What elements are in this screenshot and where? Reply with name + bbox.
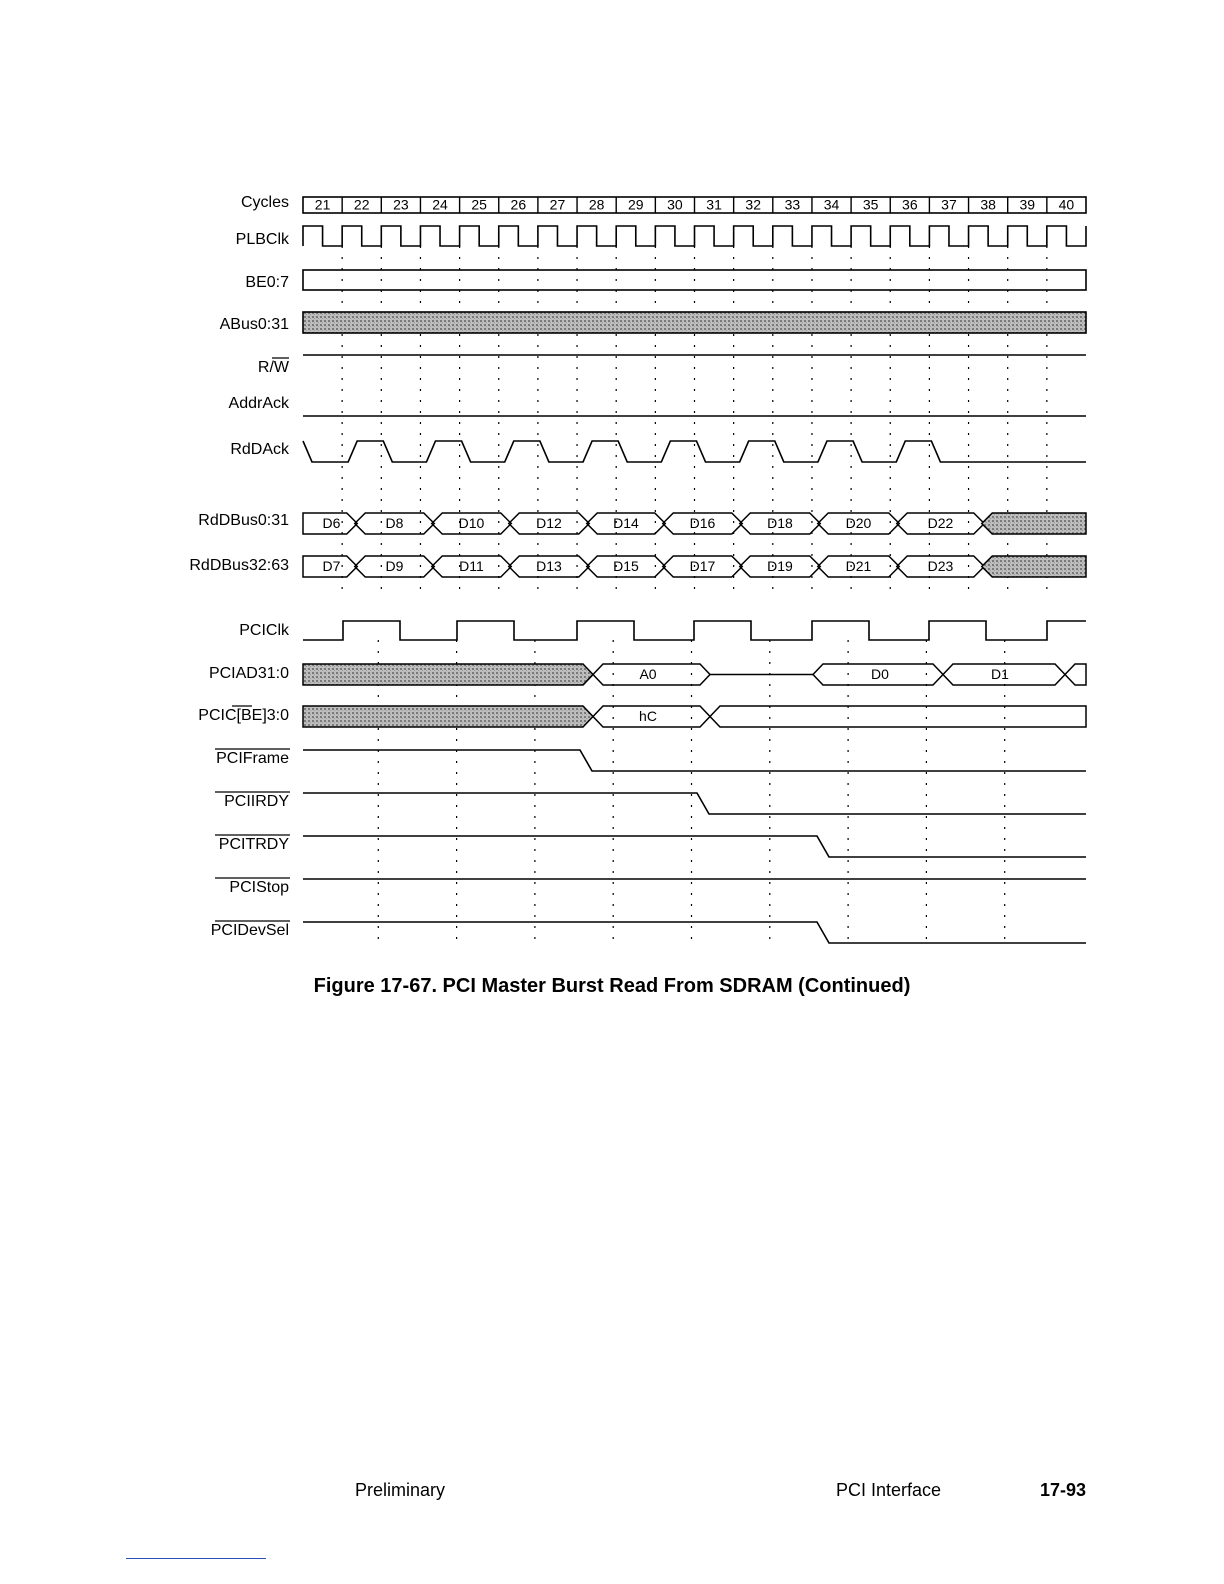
abus-bus <box>303 312 1086 333</box>
label-pcicbe: PCIC[BE]3:0 <box>198 707 289 725</box>
pciad-value: A0 <box>639 666 657 683</box>
cycle-number: 32 <box>745 196 762 213</box>
cycle-guides <box>342 246 1047 945</box>
footer-section: PCI Interface <box>836 1480 942 1500</box>
rddbus0-value: D8 <box>385 515 404 532</box>
pciad-undefined-segment <box>303 664 593 685</box>
cycle-number: 34 <box>823 196 840 213</box>
cycle-number: 26 <box>510 196 527 213</box>
cycle-number: 40 <box>1058 196 1075 213</box>
pciirdy-wave <box>303 793 1086 814</box>
cycle-number: 31 <box>706 196 722 213</box>
label-rddbus0: RdDBus0:31 <box>198 512 289 530</box>
rddbus32-value: D11 <box>459 558 484 575</box>
label-be: BE0:7 <box>245 274 289 292</box>
label-addrack: AddrAck <box>228 395 289 413</box>
cycle-number: 25 <box>471 196 487 213</box>
cycle-number: 21 <box>314 196 331 213</box>
pciad-segment <box>1065 664 1086 685</box>
label-pciirdy: PCIIRDY <box>224 793 289 811</box>
footer-preliminary: Preliminary <box>355 1480 446 1500</box>
rddbus32-value: D21 <box>845 558 872 575</box>
label-rddbus32: RdDBus32:63 <box>189 557 289 575</box>
label-plbclk: PLBClk <box>235 231 289 249</box>
cycle-number: 30 <box>667 196 683 213</box>
rddbus32-value: D9 <box>385 558 404 575</box>
cycle-number: 27 <box>549 196 566 213</box>
label-pcistop: PCIStop <box>229 879 289 897</box>
pcicbe-segment <box>710 706 1086 727</box>
rddbus32-value: D15 <box>613 558 639 575</box>
cycle-number: 36 <box>902 196 918 213</box>
pciad-value: D0 <box>871 666 889 683</box>
rddbus0-value: D18 <box>767 515 793 532</box>
cycle-number: 33 <box>784 196 801 213</box>
rddbus0-value: D16 <box>689 515 716 532</box>
cycle-number: 37 <box>941 196 957 213</box>
rddbus32-value: D19 <box>767 558 793 575</box>
signal-labels <box>189 194 290 939</box>
label-pciframe: PCIFrame <box>216 750 289 768</box>
rddbus0-value: D10 <box>458 515 485 532</box>
rddbus0-value: D20 <box>845 515 872 532</box>
rddbus32-undefined-segment <box>982 556 1086 577</box>
label-pcidevsel: PCIDevSel <box>210 922 289 940</box>
rddbus0-value: D22 <box>927 515 954 532</box>
rddbus0-value: D12 <box>536 515 562 532</box>
rddbus0-undefined-segment <box>982 513 1086 534</box>
figure-caption: Figure 17-67. PCI Master Burst Read From SDRAM (Continued) <box>313 975 911 997</box>
cycle-number: 39 <box>1019 196 1036 213</box>
rddbus32-value: D13 <box>536 558 562 575</box>
cycle-number: 22 <box>353 196 370 213</box>
plbclk-wave <box>303 226 1086 246</box>
footer-rule <box>126 1558 266 1559</box>
label-rddack: RdDAck <box>230 441 289 459</box>
pciframe-wave <box>303 750 1086 771</box>
label-abus: ABus0:31 <box>219 316 289 334</box>
cycle-number: 24 <box>432 196 448 213</box>
pciclk-wave <box>303 621 1086 640</box>
label-pciad: PCIAD31:0 <box>208 665 289 683</box>
footer-page-number: 17-93 <box>1040 1480 1087 1500</box>
cycle-number: 38 <box>980 196 996 213</box>
rddbus32-value: D17 <box>689 558 716 575</box>
cycle-number: 28 <box>588 196 605 213</box>
cycle-number: 35 <box>862 196 879 213</box>
label-pcitrdy: PCITRDY <box>218 836 289 854</box>
pcidevsel-wave <box>303 922 1086 943</box>
label-rw: R/W <box>257 359 289 377</box>
rddbus0-value: D14 <box>613 515 639 532</box>
rddbus32-value: D7 <box>322 558 341 575</box>
pcitrdy-wave <box>303 836 1086 857</box>
waveforms <box>303 197 1086 943</box>
cycle-number: 23 <box>393 196 409 213</box>
pciad-value: D1 <box>991 666 1009 683</box>
cycle-number: 29 <box>627 196 644 213</box>
rddbus32-value: D23 <box>927 558 954 575</box>
label-cycles: Cycles <box>240 194 289 212</box>
label-pciclk: PCIClk <box>239 622 289 640</box>
rddbus0-value: D6 <box>322 515 341 532</box>
pcicbe-undefined-segment <box>303 706 593 727</box>
pcicbe-value: hC <box>639 708 657 725</box>
